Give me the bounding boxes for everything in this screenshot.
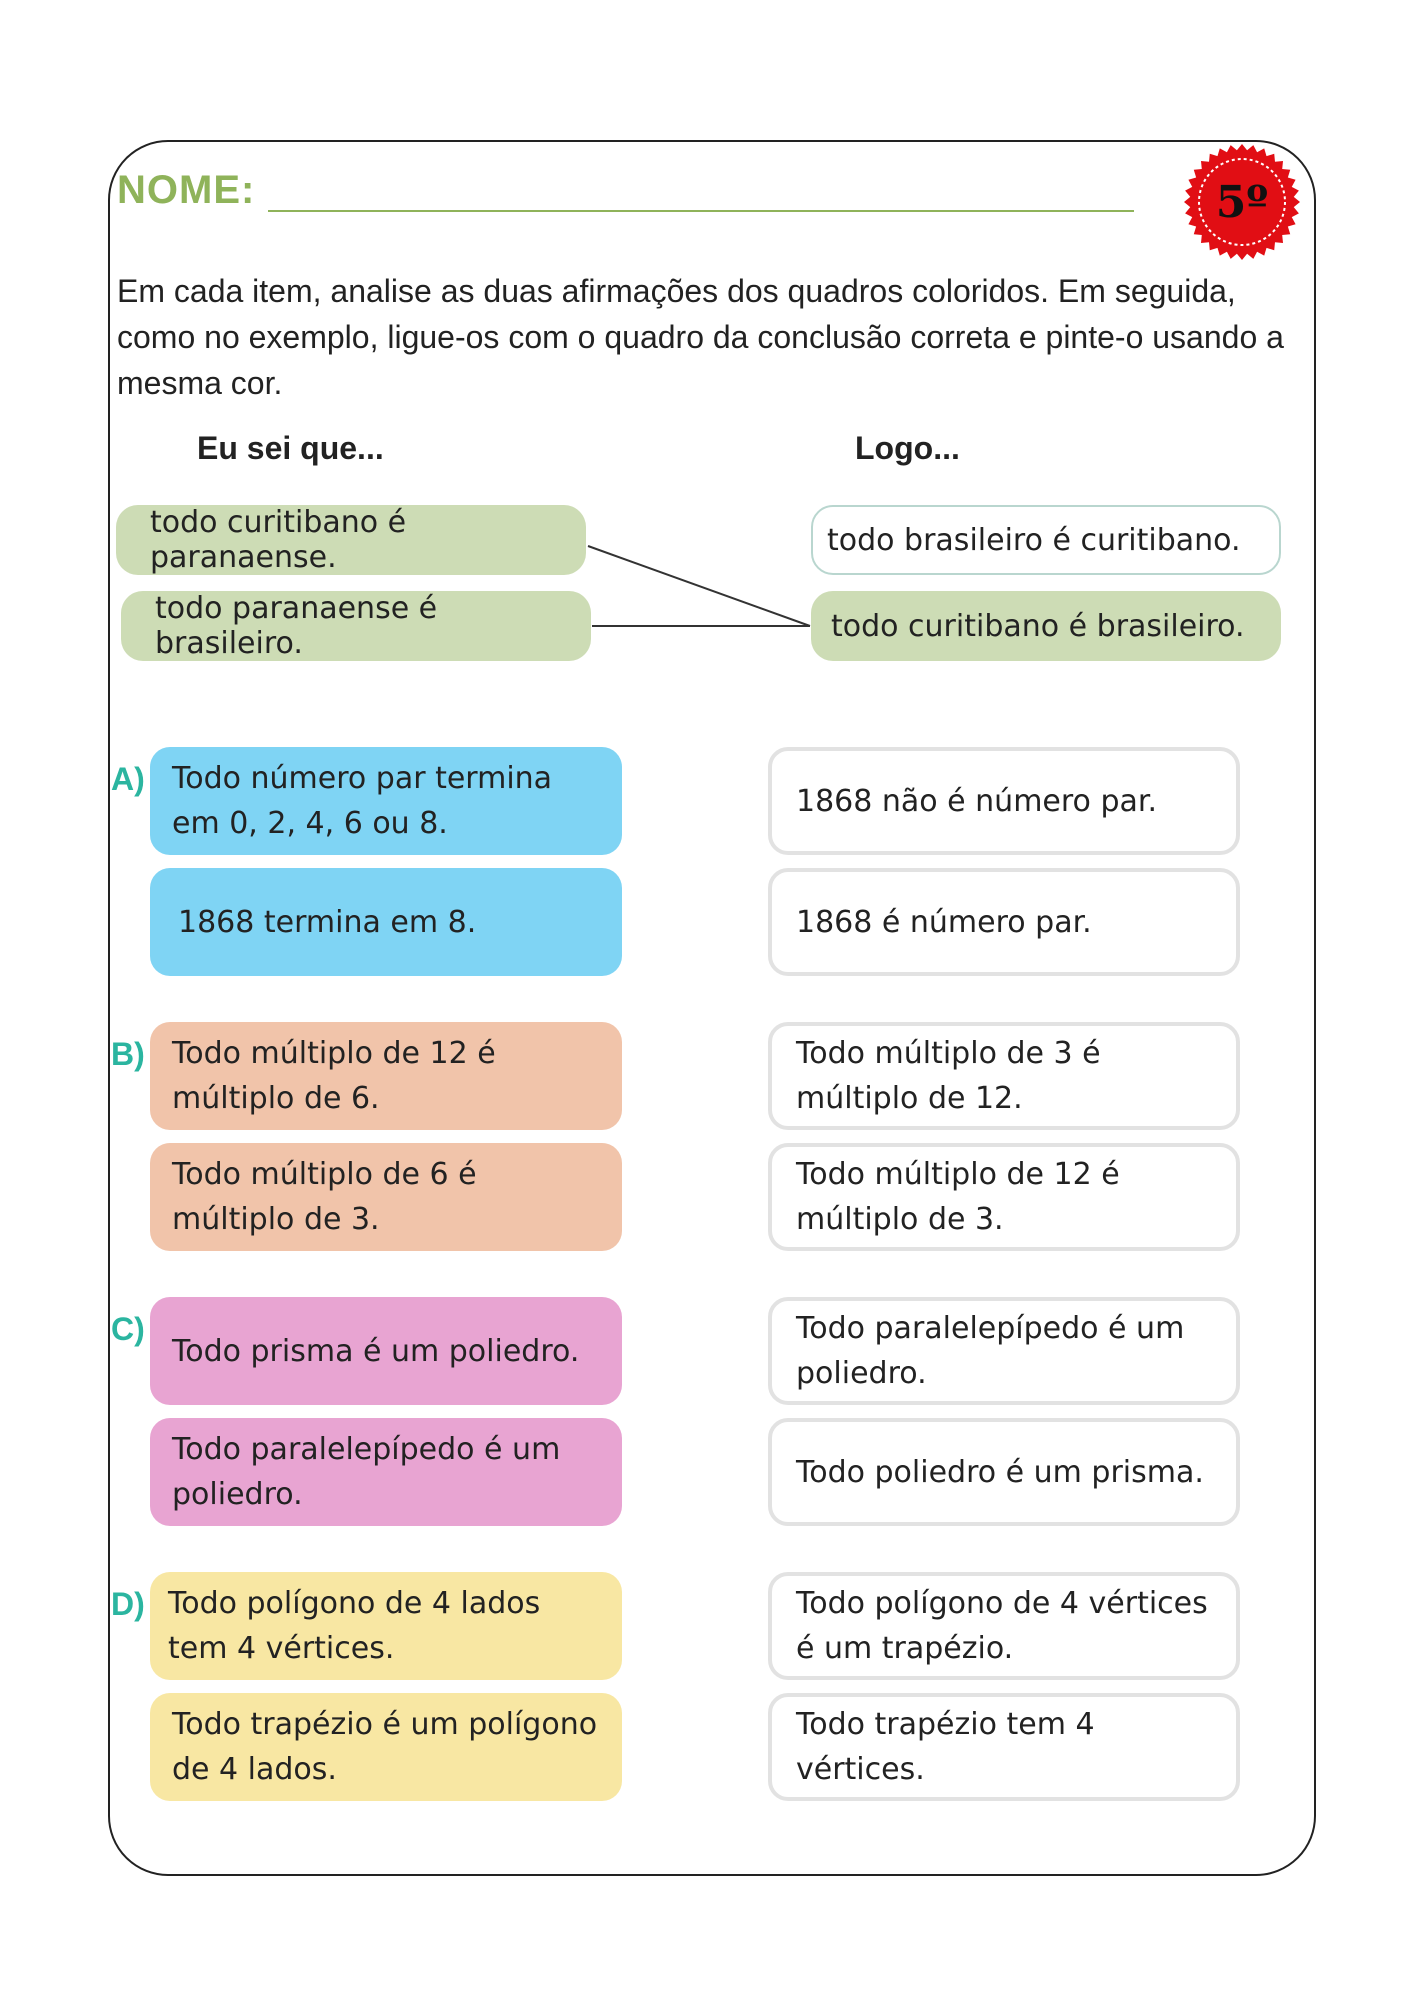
item-c-premise-2: Todo paralelepípedo é um poliedro. — [150, 1418, 622, 1526]
item-a-label: A) — [111, 761, 145, 797]
grade-badge-text: 5º — [1215, 176, 1269, 228]
item-b-premise-2: Todo múltiplo de 6 é múltiplo de 3. — [150, 1143, 622, 1251]
example-premise-2: todo paranaense é brasileiro. — [121, 591, 591, 661]
item-c-option-1[interactable]: Todo paralelepípedo é um poliedro. — [768, 1297, 1240, 1405]
item-c-label: C) — [111, 1311, 145, 1347]
example-premise-1: todo curitibano é paranaense. — [116, 505, 586, 575]
example-conclusion-1[interactable]: todo brasileiro é curitibano. — [811, 505, 1281, 575]
item-a-option-2[interactable]: 1868 é número par. — [768, 868, 1240, 976]
item-d-option-2[interactable]: Todo trapézio tem 4 vértices. — [768, 1693, 1240, 1801]
example-conclusion-2[interactable]: todo curitibano é brasileiro. — [811, 591, 1281, 661]
item-d-label: D) — [111, 1586, 145, 1622]
item-b-label: B) — [111, 1036, 145, 1072]
item-b-option-2[interactable]: Todo múltiplo de 12 é múltiplo de 3. — [768, 1143, 1240, 1251]
item-a-premise-1: Todo número par termina em 0, 2, 4, 6 ou 8. — [150, 747, 622, 855]
item-b-option-1[interactable]: Todo múltiplo de 3 é múltiplo de 12. — [768, 1022, 1240, 1130]
instructions-text: Em cada item, analise as duas afirmações dos quadros coloridos. Em seguida, como no exemplo, ligue-os com o quadro da conclusão correta e pinte-o usando a mesma cor. — [117, 273, 1284, 401]
item-d-premise-1: Todo polígono de 4 lados tem 4 vértices. — [150, 1572, 622, 1680]
item-c-option-2[interactable]: Todo poliedro é um prisma. — [768, 1418, 1240, 1526]
item-a-premise-2: 1868 termina em 8. — [150, 868, 622, 976]
name-label: NOME: — [117, 168, 256, 212]
item-b-premise-1: Todo múltiplo de 12 é múltiplo de 6. — [150, 1022, 622, 1130]
item-d-premise-2: Todo trapézio é um polígono de 4 lados. — [150, 1693, 622, 1801]
item-d-option-1[interactable]: Todo polígono de 4 vértices é um trapézio. — [768, 1572, 1240, 1680]
left-column-heading: Eu sei que... — [197, 430, 384, 466]
name-input-line[interactable] — [268, 210, 1134, 212]
right-column-heading: Logo... — [855, 430, 960, 466]
item-c-premise-1: Todo prisma é um poliedro. — [150, 1297, 622, 1405]
item-a-option-1[interactable]: 1868 não é número par. — [768, 747, 1240, 855]
